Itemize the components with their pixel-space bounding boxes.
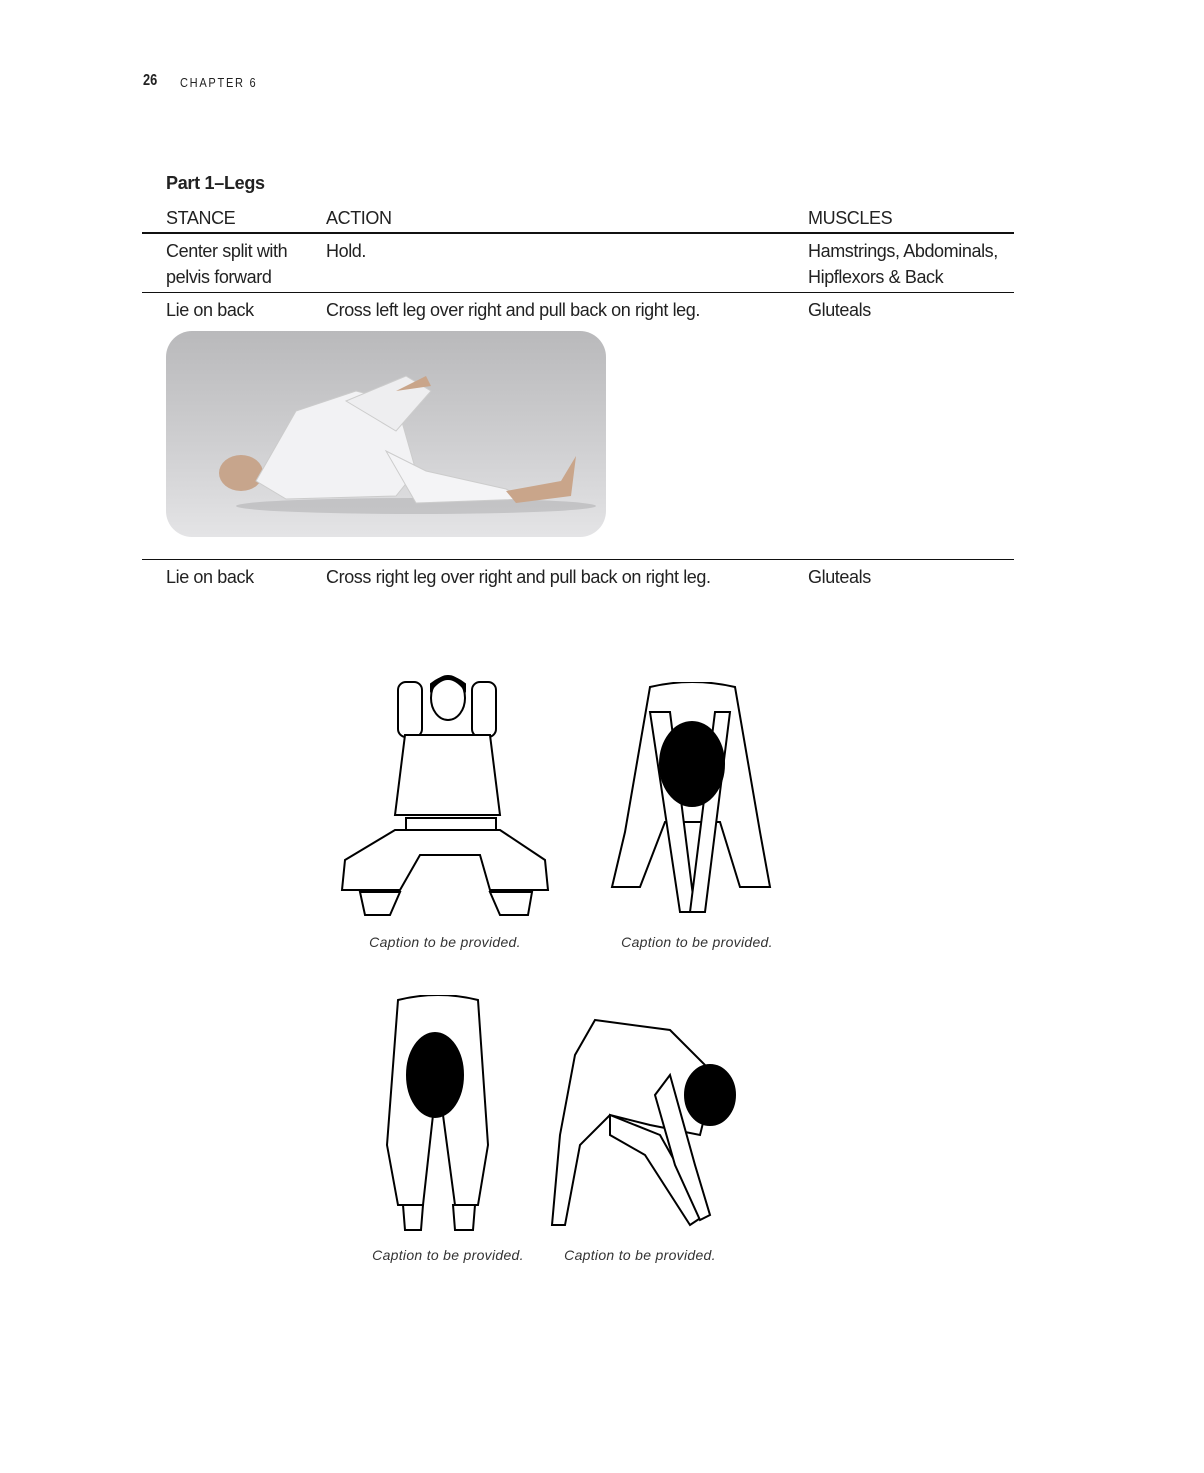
side-reach-illustration bbox=[550, 1015, 745, 1235]
forward-bend-front-illustration bbox=[383, 995, 493, 1235]
muscles-cell: Gluteals bbox=[808, 300, 871, 320]
column-header-action: ACTION bbox=[326, 208, 392, 228]
forward-bend-illustration bbox=[610, 682, 775, 922]
figure-caption: Caption to be provided. bbox=[372, 1247, 524, 1263]
row-divider bbox=[142, 292, 1014, 293]
action-cell: Cross right leg over right and pull back on right leg. bbox=[326, 567, 711, 587]
figure-caption: Caption to be provided. bbox=[369, 934, 521, 950]
action-cell: Cross left leg over right and pull back on right leg. bbox=[326, 300, 701, 320]
muscles-cell: Gluteals bbox=[808, 567, 871, 587]
stretch-photo bbox=[166, 331, 606, 537]
section-title: Part 1–Legs bbox=[166, 173, 265, 193]
column-header-stance: STANCE bbox=[166, 208, 236, 228]
row-divider bbox=[142, 559, 1014, 560]
table-header-rule bbox=[142, 232, 1014, 234]
stance-cell: Lie on back bbox=[166, 300, 254, 320]
muscles-cell: Hamstrings, Abdominals, Hipflexors & Back bbox=[808, 241, 998, 287]
stance-cell: Center split with pelvis forward bbox=[166, 241, 288, 287]
chapter-label: CHAPTER 6 bbox=[180, 75, 258, 90]
squat-stance-illustration bbox=[340, 670, 550, 925]
figure-caption: Caption to be provided. bbox=[621, 934, 773, 950]
column-header-muscles: MUSCLES bbox=[808, 208, 893, 228]
action-cell: Hold. bbox=[326, 241, 367, 261]
figure-caption: Caption to be provided. bbox=[564, 1247, 716, 1263]
page-number: 26 bbox=[143, 72, 158, 89]
stance-cell: Lie on back bbox=[166, 567, 254, 587]
